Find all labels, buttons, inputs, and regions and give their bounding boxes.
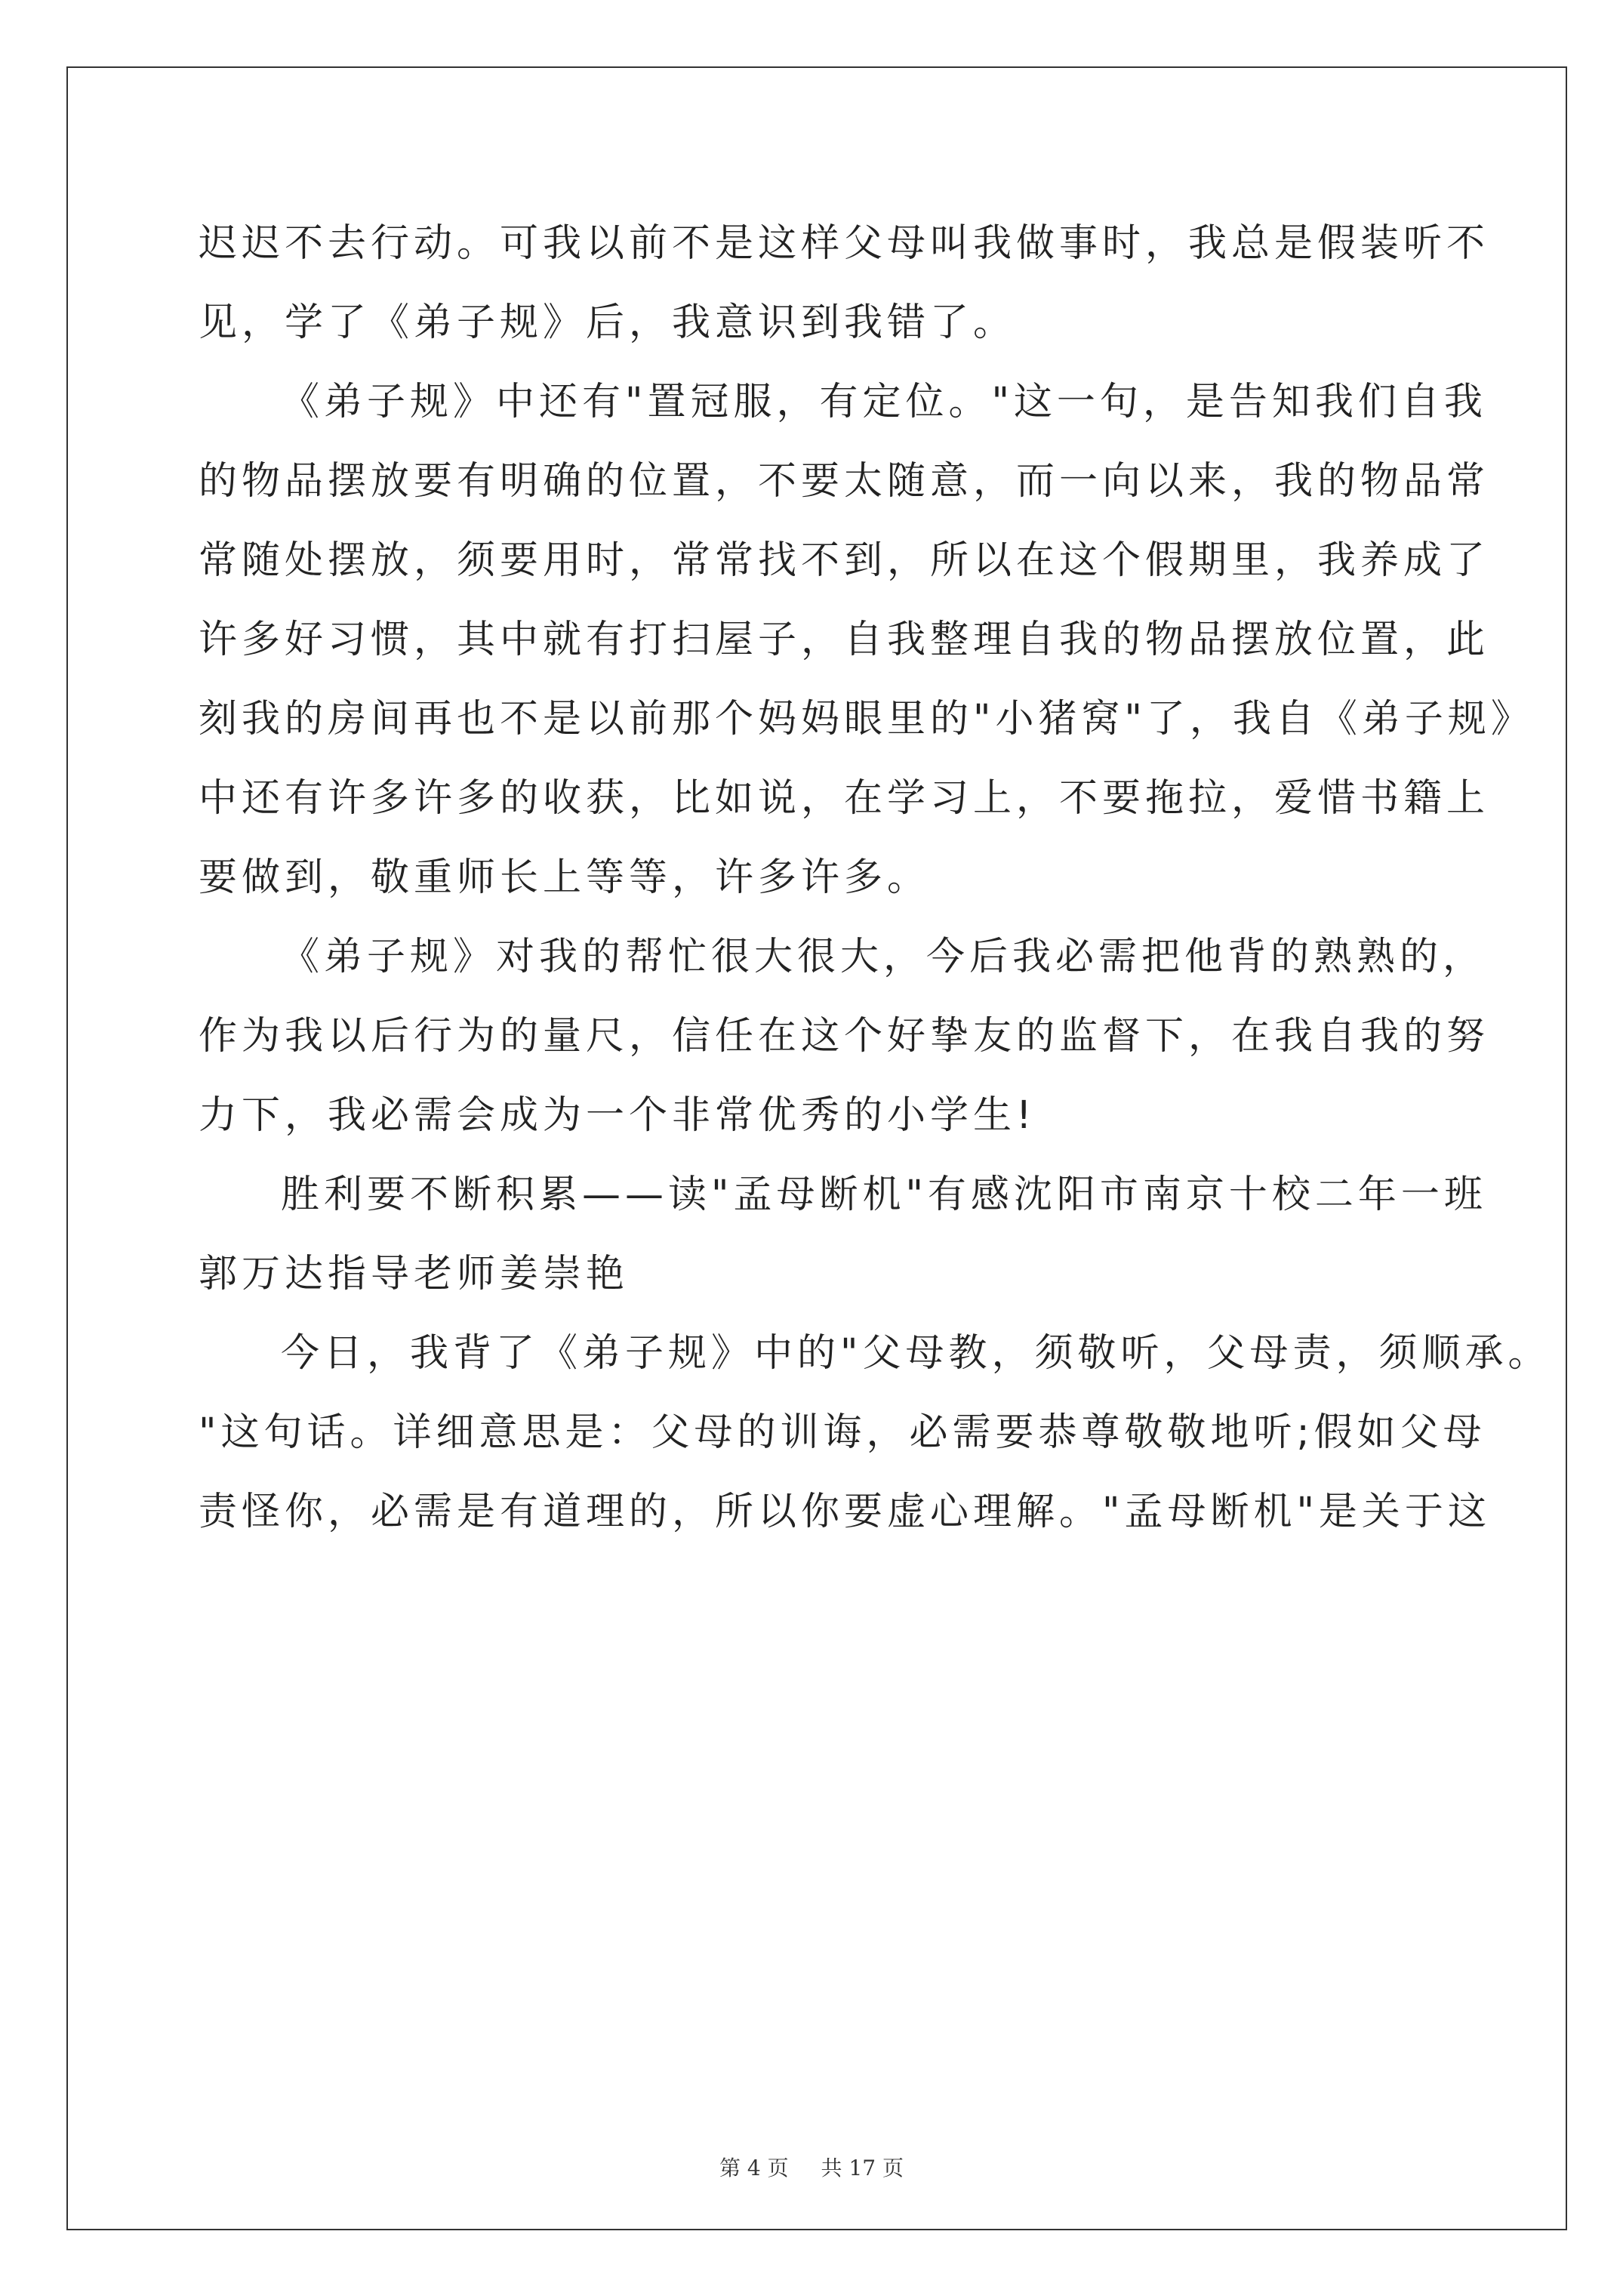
text-line: 许多好习惯，其中就有打扫屋子，自我整理自我的物品摆放位置，此: [199, 618, 1490, 662]
document-body: [199, 204, 1551, 1552]
paragraph: [199, 204, 1490, 362]
text-line: 要做到，敬重师长上等等，许多许多。: [199, 855, 931, 900]
text-line: 刻我的房间再也不是以前那个妈妈眼里的"小猪窝"了，我自《弟子规》: [199, 697, 1534, 741]
paragraph: [199, 1155, 1487, 1314]
text-line: 见，学了《弟子规》后，我意识到我错了。: [199, 300, 1017, 345]
text-line: 责怪你，必需是有道理的，所以你要虚心理解。"孟母断机"是关于这: [199, 1490, 1491, 1534]
text-line: 今日，我背了《弟子规》中的"父母教，须敬听，父母责，须顺承。: [281, 1331, 1551, 1376]
text-line: 力下，我必需会成为一个非常优秀的小学生!: [199, 1093, 1036, 1138]
text-line: 中还有许多许多的收获，比如说，在学习上，不要拖拉，爱惜书籍上: [199, 776, 1490, 821]
text-line: 《弟子规》中还有"置冠服，有定位。"这一句，是告知我们自我: [281, 380, 1487, 424]
text-line: 《弟子规》对我的帮忙很大很大，今后我必需把他背的熟熟的，: [281, 935, 1486, 979]
paragraph: [199, 1314, 1551, 1552]
paragraph: [199, 362, 1534, 917]
paragraph: [199, 917, 1490, 1155]
text-line: "这句话。详细意思是：父母的训诲，必需要恭尊敬敬地听;假如父母: [199, 1410, 1486, 1455]
text-line: 的物品摆放要有明确的位置，不要太随意，而一向以来，我的物品常: [199, 459, 1490, 504]
text-line: 迟迟不去行动。可我以前不是这样父母叫我做事时，我总是假装听不: [199, 221, 1490, 266]
text-line: 郭万达指导老师姜崇艳: [199, 1252, 630, 1296]
page-footer: [0, 2152, 1623, 2182]
text-line: 作为我以后行为的量尺，信任在这个好挚友的监督下，在我自我的努: [199, 1014, 1490, 1059]
text-line: 常随处摆放，须要用时，常常找不到，所以在这个假期里，我养成了: [199, 538, 1490, 583]
page-total: 共 17 页: [821, 2156, 904, 2180]
text-line: 胜利要不断积累——读"孟母断机"有感沈阳市南京十校二年一班: [281, 1173, 1487, 1217]
page-number: 第 4 页: [719, 2156, 789, 2180]
